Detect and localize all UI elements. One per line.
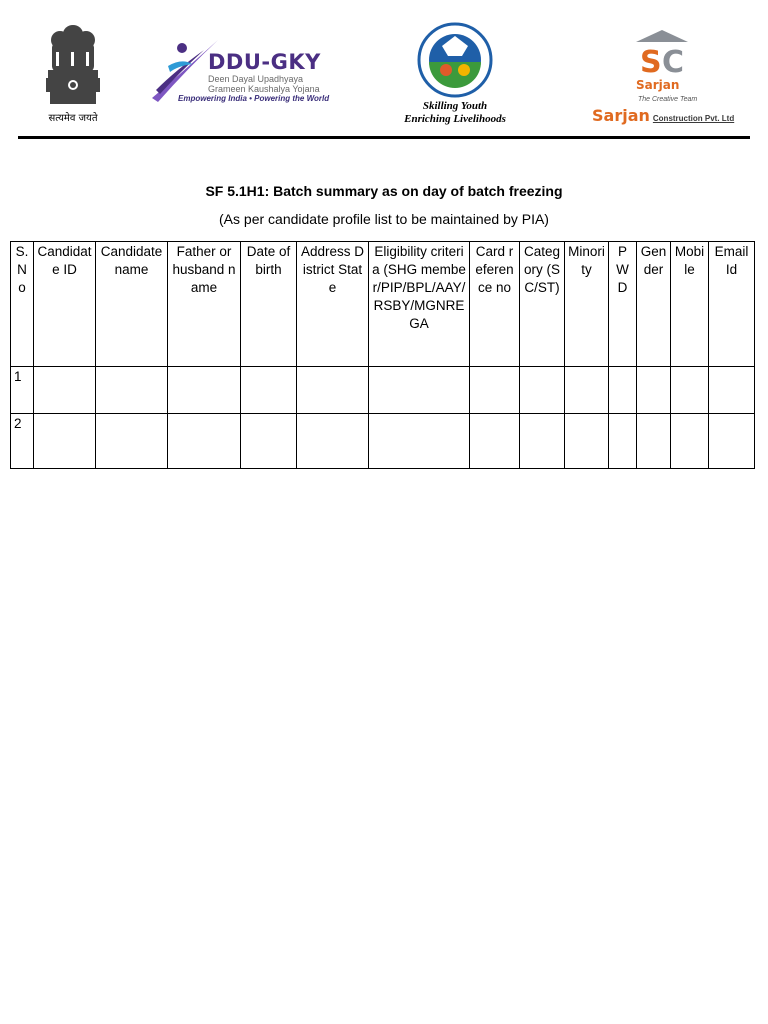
sarjan-wordmark: Sarjan bbox=[636, 78, 680, 92]
table-cell bbox=[34, 414, 96, 469]
column-header: Father or husband name bbox=[168, 242, 241, 367]
table-cell bbox=[565, 367, 609, 414]
batch-summary-table bbox=[10, 241, 755, 469]
table-header-row bbox=[11, 242, 755, 367]
column-header: PWD bbox=[609, 242, 637, 367]
sarjan-sc-icon bbox=[590, 28, 740, 78]
column-header: Address District State bbox=[297, 242, 369, 367]
table-cell bbox=[470, 414, 520, 469]
ddugky-logo bbox=[148, 36, 338, 108]
table-cell bbox=[671, 414, 709, 469]
table-cell bbox=[565, 414, 609, 469]
table-cell bbox=[168, 414, 241, 469]
column-header: Candidate name bbox=[96, 242, 168, 367]
sarjan-motto: The Creative Team bbox=[638, 96, 698, 103]
table-cell bbox=[520, 367, 565, 414]
ddugky-tagline: Empowering India • Powering the World bbox=[178, 94, 330, 103]
table-cell bbox=[709, 414, 755, 469]
table-row bbox=[11, 414, 755, 469]
svg-text:C: C bbox=[662, 45, 685, 78]
table-cell bbox=[241, 414, 297, 469]
table-cell bbox=[297, 367, 369, 414]
table-cell bbox=[34, 367, 96, 414]
column-header: Date of birth bbox=[241, 242, 297, 367]
column-header: Candidate ID bbox=[34, 242, 96, 367]
table-cell bbox=[96, 367, 168, 414]
column-header: Email Id bbox=[709, 242, 755, 367]
nrlm-logo bbox=[400, 22, 510, 126]
document-title: SF 5.1H1: Batch summary as on day of batch freezing bbox=[205, 183, 563, 199]
ddugky-name: DDU-GKY bbox=[208, 50, 321, 74]
table-cell bbox=[609, 367, 637, 414]
document-subtitle: (As per candidate profile list to be maintained by PIA) bbox=[219, 211, 549, 227]
table-row bbox=[11, 367, 755, 414]
emblem-caption: सत्यमेव जयते bbox=[48, 113, 98, 124]
ddugky-subtitle-line1: Deen Dayal Upadhyaya bbox=[208, 74, 304, 84]
column-header: Minority bbox=[565, 242, 609, 367]
table-cell bbox=[96, 414, 168, 469]
table-cell bbox=[609, 414, 637, 469]
column-header: Gender bbox=[637, 242, 671, 367]
table-cell bbox=[709, 367, 755, 414]
svg-text:S: S bbox=[640, 45, 662, 78]
table-cell: 2 bbox=[11, 414, 34, 469]
table-cell: 1 bbox=[11, 367, 34, 414]
nrlm-tagline-line2: Enriching Livelihoods bbox=[404, 113, 506, 125]
sarjan-brand-name: Sarjan bbox=[592, 106, 650, 125]
table-cell bbox=[369, 414, 470, 469]
header-divider bbox=[18, 136, 750, 139]
sarjan-brand bbox=[592, 106, 734, 126]
sarjan-logo bbox=[590, 28, 740, 128]
table-cell bbox=[369, 367, 470, 414]
table-cell bbox=[671, 367, 709, 414]
column-header: Eligibility criteria (SHG member/PIP/BPL/AAY/RSBY/MGNREGA bbox=[369, 242, 470, 367]
table-cell bbox=[520, 414, 565, 469]
column-header: S.No bbox=[11, 242, 34, 367]
column-header: Card reference no bbox=[470, 242, 520, 367]
nrlm-tagline-line1: Skilling Youth bbox=[422, 100, 488, 112]
table-cell bbox=[241, 367, 297, 414]
sarjan-brand-suffix: Construction Pvt. Ltd bbox=[652, 114, 735, 123]
national-emblem-icon bbox=[38, 22, 108, 108]
national-emblem-logo bbox=[38, 22, 108, 126]
table-cell bbox=[168, 367, 241, 414]
table-cell bbox=[637, 414, 671, 469]
column-header: Category (SC/ST) bbox=[520, 242, 565, 367]
nrlm-seal-icon bbox=[400, 22, 510, 98]
ddugky-subtitle-line2: Grameen Kaushalya Yojana bbox=[208, 84, 320, 94]
document-header bbox=[0, 0, 768, 140]
table-cell bbox=[470, 367, 520, 414]
table-cell bbox=[297, 414, 369, 469]
column-header: Mobile bbox=[671, 242, 709, 367]
table-cell bbox=[637, 367, 671, 414]
